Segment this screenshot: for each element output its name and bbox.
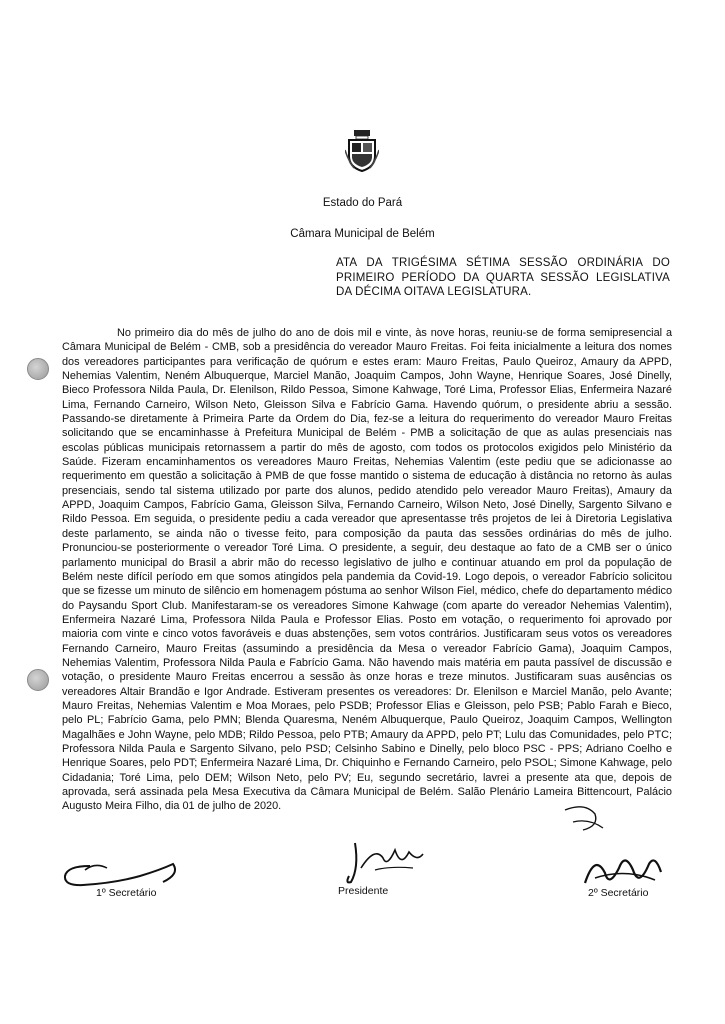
second-secretary-label: 2º Secretário bbox=[588, 887, 649, 899]
minutes-body: No primeiro dia do mês de julho do ano de dois mil e vinte, às nove horas, reuniu-se de forma semipresencial a Câmara Municipal de Belém - CMB, sob a presidência do vereador Mauro Freitas. Foi feita inicialmente a leitura dos nomes dos vereadores participantes para verificação de quórum e estes eram: Mauro Freitas, Paulo Queiroz, Amaury da APPD, Nehemias Valentim, Neném Albuquerque, Marciel Manão, Joaquim Campos, John Wayne, Henrique Soares, José Dinelly, Bieco Professora Nilda Paula, Dr. Elenilson, Rildo Pessoa, Simone Kahwage, Toré Lima, Professor Elias, Enfermeira Nazaré Lima, Fernando Carneiro, Wilson Neto, Gleisson Silva e Fabrício Gama. Havendo quórum, o presidente abriu a sessão. Passando-se diretamente à Primeira Parte da Ordem do Dia, fez-se a leitura do requerimento do vereador Mauro Freitas solicitando que se encaminhasse à Prefeitura Municipal de Belém - PMB a solicitação de que as aulas presenciais nas escolas públicas municipais retornassem a partir do mês de agosto, com todos os protocolos exigidos pelo Ministério da Saúde. Fizeram encaminhamentos os vereadores Mauro Freitas, Nehemias Valentim (este pediu que se adicionasse ao requerimento em questão a solicitação à PMB de que fosse mantido o sistema de educação à distância no retorno às aulas presenciais, sendo tal sistema utilizado por parte dos alunos, pedido atendido pelo vereador Mauro Freitas), Amaury da APPD, Joaquim Campos, Fabrício Gama, Gleisson Silva, Fernando Carneiro, Wilson Neto, José Dinelly, Sargento Silvano e Rildo Pessoa. Em seguida, o presidente pediu a cada vereador que apresentasse três projetos de lei à Diretoria Legislativa deste parlamento, se ainda não o tivesse feito, para composição da pauta das sessões ordinárias do mês de julho. Pronunciou-se posteriormente o vereador Toré Lima. O presidente, a seguir, deu destaque ao fato de a CMB ser o único parlamento municipal do Brasil a abrir mão do recesso legislativo de julho e continuar atuando em prol da população de Belém neste difícil período em que somos atingidos pela pandemia da Covid-19. Logo depois, o vereador Fabrício solicitou que se fizesse um minuto de silêncio em homenagem póstuma ao senhor Wilson Fiel, médico, chefe do departamento médico do Paysandu Sport Club. Manifestaram-se os vereadores Simone Kahwage (com aparte do vereador Nehemias Valentim), Enfermeira Nazaré Lima, Professora Nilda Paula e Professor Elias. Posto em votação, o requerimento foi aprovado por maioria com vinte e cinco votos favoráveis e duas abstenções, sem votos contrários. Justificaram seus votos os vereadores Fernando Carneiro, Mauro Freitas (assumindo a presidência da Mesa o vereador Fabrício Gama), Joaquim Campos, Nehemias Valentim, Professora Nilda Paula e Fabrício Gama. Não havendo mais matéria em pauta passível de discussão e votação, o presidente Mauro Freitas encerrou a sessão às onze horas e treze minutos. Justificaram suas ausências os vereadores Altair Brandão e Igor Andrade. Estiveram presentes os vereadores: Dr. Elenilson e Marciel Manão, pelo Avante; Mauro Freitas, Nehemias Valentim e Moa Moraes, pelo PSDB; Professor Elias e Gleisson, pelo PSB; Pablo Farah e Bieco, pelo PL; Fabrício Gama, pelo PMN; Blenda Quaresma, Neném Albuquerque, Paulo Queiroz, Joaquim Campos, Wellington Magalhães e John Wayne, pelo MDB; Rildo Pessoa, pelo PTB; Amaury da APPD, pelo PT; Lulu das Comunidades, pelo PTC; Professora Nilda Paula e Sargento Silvano, pelo PSD; Celsinho Sabino e Dinelly, pelo bloco PSC - PPS; Adriano Coelho e Henrique Soares, pelo PDT; Enfermeira Nazaré Lima, Dr. Chiquinho e Fernando Carneiro, pelo PSOL; Simone Kahwage, pelo Cidadania; Toré Lima, pelo DEM; Wilson Neto, pelo PV; Eu, segundo secretário, lavrei a presente ata que, depois de aprovada, será assinada pela Mesa Executiva da Câmara Municipal de Belém. Salão Plenário Lameira Bittencourt, Palácio Augusto Meira Filho, dia 01 de julho de 2020. bbox=[62, 327, 672, 813]
first-secretary-label: 1º Secretário bbox=[96, 887, 157, 899]
punch-hole bbox=[27, 669, 49, 691]
chamber-name: Câmara Municipal de Belém bbox=[290, 228, 435, 240]
secretary-initials-signature bbox=[555, 800, 615, 845]
state-name: Estado do Pará bbox=[322, 197, 403, 209]
minutes-title: ATA DA TRIGÉSIMA SÉTIMA SESSÃO ORDINÁRIA DO PRIMEIRO PERÍODO DA QUARTA SESSÃO LEGISLATIVA DA DÉCIMA OITAVA LEGISLATURA. bbox=[336, 257, 670, 298]
president-label: Presidente bbox=[338, 885, 389, 897]
punch-hole bbox=[27, 358, 49, 380]
president-signature bbox=[335, 838, 435, 888]
belem-coat-of-arms-icon bbox=[345, 130, 379, 172]
